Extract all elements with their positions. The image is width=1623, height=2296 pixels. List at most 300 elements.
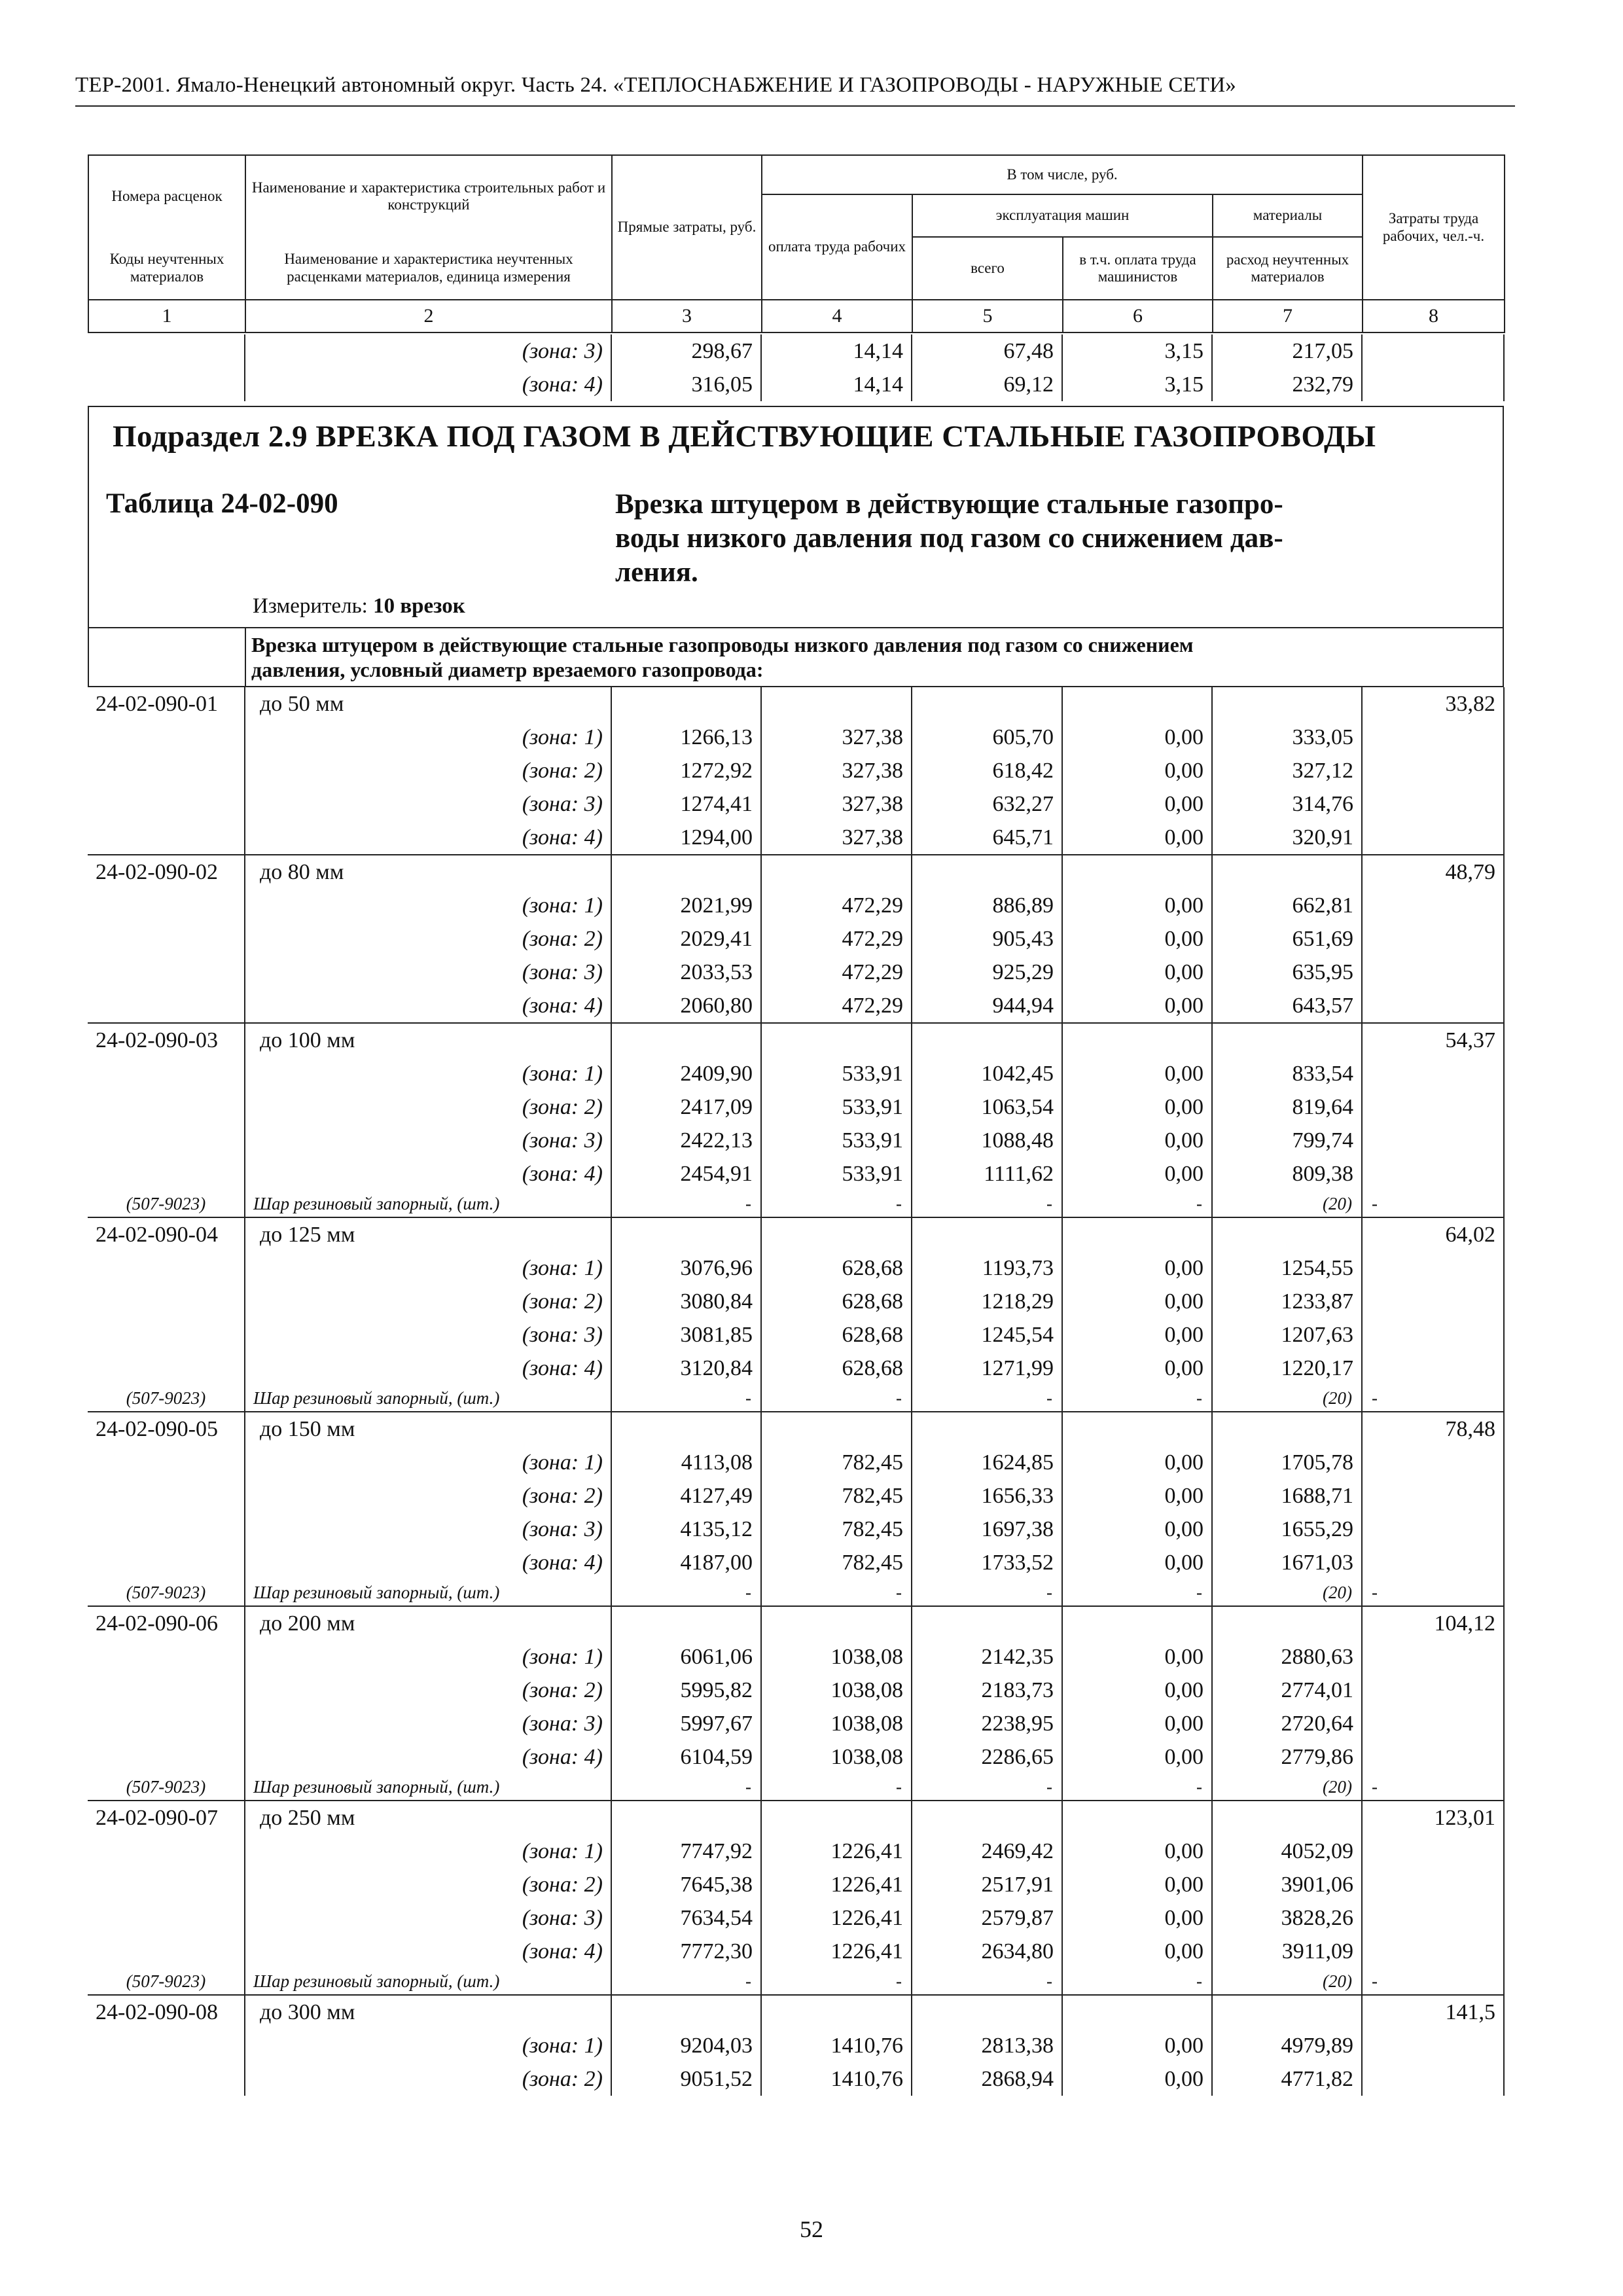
machines-total-value: 2238,95 (912, 1707, 1062, 1740)
machines-total-value: 905,43 (912, 922, 1062, 956)
zone-row (88, 1318, 1504, 1352)
empty-cell (88, 2029, 245, 2062)
rate-code: 24-02-090-03 (88, 1023, 245, 1057)
empty-cell (761, 1606, 912, 1640)
empty-cell (88, 1057, 245, 1090)
machines-total-value: 2469,42 (912, 1835, 1062, 1868)
labor-pay-value: 14,14 (761, 368, 912, 401)
rate-code: 24-02-090-04 (88, 1217, 245, 1251)
materials-value: 2720,64 (1212, 1707, 1362, 1740)
running-header: ТЕР-2001. Ямало-Ненецкий автономный округ. Часть 24. «ТЕПЛОСНАБЖЕНИЕ И ГАЗОПРОВОДЫ - НАРУЖНЫЕ СЕТИ» (75, 73, 1236, 97)
empty-cell (1212, 1995, 1362, 2029)
zone-label: (зона: 1) (245, 1251, 611, 1285)
meter (253, 594, 465, 619)
zone-row (88, 2062, 1504, 2096)
zone-row (88, 1740, 1504, 1774)
zone-row (88, 721, 1504, 754)
materials-value: 1688,71 (1212, 1479, 1362, 1513)
material-code: (507-9023) (88, 1579, 245, 1606)
labor-pay-value: 472,29 (761, 889, 912, 922)
direct-costs-value: 6104,59 (611, 1740, 761, 1774)
column-number-4: 4 (762, 300, 912, 332)
empty-cell (611, 855, 761, 889)
header-direct-costs: Прямые затраты, руб. (612, 155, 762, 300)
machines-total-value: 1271,99 (912, 1352, 1062, 1385)
machinist-pay-value: 0,00 (1062, 922, 1212, 956)
machines-total-value: 67,48 (912, 334, 1062, 368)
zone-row (88, 1446, 1504, 1479)
dash-cell: - (1362, 1968, 1504, 1995)
direct-costs-value: 1272,92 (611, 754, 761, 787)
machines-total-value: 1656,33 (912, 1479, 1062, 1513)
rate-name: до 125 мм (245, 1217, 611, 1251)
empty-cell (761, 855, 912, 889)
dash-cell: - (912, 1774, 1062, 1801)
labor-pay-value: 628,68 (761, 1352, 912, 1385)
zone-row (88, 1513, 1504, 1546)
zone-label: (зона: 4) (245, 368, 611, 401)
empty-cell (88, 754, 245, 787)
zone-row (88, 1640, 1504, 1674)
dash-cell: - (761, 1579, 912, 1606)
rate-row (88, 687, 1504, 721)
machines-total-value: 2142,35 (912, 1640, 1062, 1674)
labor-pay-value: 782,45 (761, 1446, 912, 1479)
header-work-name: Наименование и характеристика строительных работ и конструкций (245, 155, 612, 237)
empty-cell (88, 334, 245, 368)
materials-value: 314,76 (1212, 787, 1362, 821)
machinist-pay-value: 0,00 (1062, 1707, 1212, 1740)
labor-pay-value: 782,45 (761, 1479, 912, 1513)
empty-cell (761, 1412, 912, 1446)
dash-cell: - (1362, 1191, 1504, 1217)
column-number-5: 5 (912, 300, 1063, 332)
table-header (88, 154, 1505, 333)
labor-cost-value: 33,82 (1362, 687, 1504, 721)
rate-code: 24-02-090-05 (88, 1412, 245, 1446)
empty-cell (1362, 754, 1504, 787)
empty-cell (611, 1217, 761, 1251)
machinist-pay-value: 0,00 (1062, 889, 1212, 922)
dash-cell: - (1362, 1774, 1504, 1801)
material-quantity: (20) (1212, 1385, 1362, 1412)
machines-total-value: 2517,91 (912, 1868, 1062, 1901)
rates-table (88, 687, 1505, 2096)
empty-cell (88, 721, 245, 754)
column-number-2: 2 (245, 300, 612, 332)
header-including: В том числе, руб. (762, 155, 1363, 194)
rate-row (88, 1412, 1504, 1446)
zone-label: (зона: 4) (245, 1935, 611, 1968)
direct-costs-value: 2021,99 (611, 889, 761, 922)
material-row (88, 1385, 1504, 1412)
zone-label: (зона: 1) (245, 1446, 611, 1479)
labor-pay-value: 628,68 (761, 1318, 912, 1352)
direct-costs-value: 5995,82 (611, 1674, 761, 1707)
header-material-codes: Коды неучтенных материалов (88, 237, 245, 300)
rate-code: 24-02-090-08 (88, 1995, 245, 2029)
dash-cell: - (611, 1774, 761, 1801)
machines-total-value: 618,42 (912, 754, 1062, 787)
header-rule (75, 105, 1515, 107)
direct-costs-value: 3120,84 (611, 1352, 761, 1385)
machines-total-value: 2868,94 (912, 2062, 1062, 2096)
machinist-pay-value: 0,00 (1062, 1479, 1212, 1513)
empty-cell (1362, 1740, 1504, 1774)
zone-row (88, 889, 1504, 922)
rate-code: 24-02-090-02 (88, 855, 245, 889)
machines-total-value: 1624,85 (912, 1446, 1062, 1479)
machines-total-value: 645,71 (912, 821, 1062, 855)
direct-costs-value: 1274,41 (611, 787, 761, 821)
zone-label: (зона: 2) (245, 754, 611, 787)
empty-cell (88, 2062, 245, 2096)
materials-value: 217,05 (1212, 334, 1362, 368)
zone-label: (зона: 4) (245, 989, 611, 1023)
empty-cell (1362, 1546, 1504, 1579)
dash-cell: - (1062, 1579, 1212, 1606)
machinist-pay-value: 0,00 (1062, 1868, 1212, 1901)
machinist-pay-value: 0,00 (1062, 2029, 1212, 2062)
labor-pay-value: 327,38 (761, 787, 912, 821)
zone-row (88, 1352, 1504, 1385)
labor-pay-value: 327,38 (761, 754, 912, 787)
empty-cell (912, 687, 1062, 721)
machines-total-value: 1245,54 (912, 1318, 1062, 1352)
labor-pay-value: 472,29 (761, 922, 912, 956)
empty-cell (1362, 889, 1504, 922)
empty-cell (1362, 334, 1504, 368)
intro-divider (245, 627, 246, 687)
materials-value: 3901,06 (1212, 1868, 1362, 1901)
empty-cell (1212, 1023, 1362, 1057)
machines-total-value: 1193,73 (912, 1251, 1062, 1285)
labor-pay-value: 628,68 (761, 1285, 912, 1318)
rate-code: 24-02-090-07 (88, 1801, 245, 1835)
labor-pay-value: 472,29 (761, 956, 912, 989)
direct-costs-value: 4187,00 (611, 1546, 761, 1579)
material-name: Шар резиновый запорный, (шт.) (245, 1191, 611, 1217)
table-label: Таблица 24-02-090 (106, 488, 338, 519)
empty-cell (88, 1479, 245, 1513)
labor-pay-value: 533,91 (761, 1057, 912, 1090)
labor-pay-value: 14,14 (761, 334, 912, 368)
header-labor-pay: оплата труда рабочих (762, 194, 912, 300)
empty-cell (88, 1740, 245, 1774)
dash-cell: - (1362, 1579, 1504, 1606)
materials-value: 833,54 (1212, 1057, 1362, 1090)
machines-total-value: 1733,52 (912, 1546, 1062, 1579)
zone-row (88, 956, 1504, 989)
direct-costs-value: 2417,09 (611, 1090, 761, 1124)
rate-name: до 50 мм (245, 687, 611, 721)
direct-costs-value: 2422,13 (611, 1124, 761, 1157)
direct-costs-value: 3076,96 (611, 1251, 761, 1285)
labor-pay-value: 1226,41 (761, 1835, 912, 1868)
machinist-pay-value: 0,00 (1062, 1513, 1212, 1546)
empty-cell (88, 956, 245, 989)
empty-cell (912, 1412, 1062, 1446)
empty-cell (1362, 821, 1504, 855)
direct-costs-value: 7645,38 (611, 1868, 761, 1901)
materials-value: 643,57 (1212, 989, 1362, 1023)
material-quantity: (20) (1212, 1968, 1362, 1995)
zone-row (88, 1157, 1504, 1191)
zone-label: (зона: 3) (245, 1901, 611, 1935)
labor-cost-value: 141,5 (1362, 1995, 1504, 2029)
machinist-pay-value: 0,00 (1062, 1318, 1212, 1352)
zone-label: (зона: 4) (245, 1546, 611, 1579)
labor-pay-value: 1038,08 (761, 1674, 912, 1707)
machinist-pay-value: 0,00 (1062, 1352, 1212, 1385)
labor-cost-value: 123,01 (1362, 1801, 1504, 1835)
rate-code: 24-02-090-01 (88, 687, 245, 721)
zone-label: (зона: 3) (245, 334, 611, 368)
rate-row (88, 1995, 1504, 2029)
machinist-pay-value: 0,00 (1062, 1901, 1212, 1935)
empty-cell (761, 1801, 912, 1835)
empty-cell (1362, 2062, 1504, 2096)
column-number-6: 6 (1063, 300, 1213, 332)
dash-cell: - (761, 1385, 912, 1412)
rate-name: до 80 мм (245, 855, 611, 889)
empty-cell (88, 1901, 245, 1935)
empty-cell (1362, 1835, 1504, 1868)
zone-label: (зона: 4) (245, 1740, 611, 1774)
materials-value: 1655,29 (1212, 1513, 1362, 1546)
direct-costs-value: 9204,03 (611, 2029, 761, 2062)
materials-value: 1233,87 (1212, 1285, 1362, 1318)
empty-cell (611, 1412, 761, 1446)
labor-cost-value: 54,37 (1362, 1023, 1504, 1057)
labor-pay-value: 533,91 (761, 1157, 912, 1191)
column-number-8: 8 (1363, 300, 1505, 332)
machinist-pay-value: 0,00 (1062, 1546, 1212, 1579)
direct-costs-value: 4127,49 (611, 1479, 761, 1513)
intro-text (251, 632, 1397, 682)
material-code: (507-9023) (88, 1385, 245, 1412)
empty-cell (1362, 1318, 1504, 1352)
labor-pay-value: 1226,41 (761, 1901, 912, 1935)
machinist-pay-value: 0,00 (1062, 2062, 1212, 2096)
empty-cell (1062, 1023, 1212, 1057)
machines-total-value: 1218,29 (912, 1285, 1062, 1318)
empty-cell (912, 1023, 1062, 1057)
material-code: (507-9023) (88, 1191, 245, 1217)
empty-cell (1362, 1513, 1504, 1546)
direct-costs-value: 5997,67 (611, 1707, 761, 1740)
direct-costs-value: 7747,92 (611, 1835, 761, 1868)
materials-value: 4771,82 (1212, 2062, 1362, 2096)
empty-cell (88, 1352, 245, 1385)
empty-cell (88, 1090, 245, 1124)
empty-cell (88, 787, 245, 821)
machines-total-value: 1063,54 (912, 1090, 1062, 1124)
table-caption (615, 488, 1440, 590)
machinist-pay-value: 0,00 (1062, 754, 1212, 787)
dash-cell: - (912, 1579, 1062, 1606)
direct-costs-value: 4135,12 (611, 1513, 761, 1546)
zone-label: (зона: 2) (245, 1090, 611, 1124)
zone-row (88, 368, 1504, 401)
direct-costs-value: 2033,53 (611, 956, 761, 989)
empty-cell (1362, 1901, 1504, 1935)
empty-cell (1362, 787, 1504, 821)
material-name: Шар резиновый запорный, (шт.) (245, 1774, 611, 1801)
direct-costs-value: 9051,52 (611, 2062, 761, 2096)
materials-value: 809,38 (1212, 1157, 1362, 1191)
machinist-pay-value: 0,00 (1062, 787, 1212, 821)
zone-label: (зона: 2) (245, 1674, 611, 1707)
materials-value: 799,74 (1212, 1124, 1362, 1157)
zone-label: (зона: 4) (245, 1352, 611, 1385)
material-quantity: (20) (1212, 1191, 1362, 1217)
header-material-consumption: расход неучтенных материалов (1213, 237, 1363, 300)
dash-cell: - (611, 1579, 761, 1606)
empty-cell (88, 1674, 245, 1707)
column-number-1: 1 (88, 300, 245, 332)
machinist-pay-value: 0,00 (1062, 1835, 1212, 1868)
labor-cost-value: 104,12 (1362, 1606, 1504, 1640)
labor-pay-value: 533,91 (761, 1090, 912, 1124)
labor-pay-value: 327,38 (761, 721, 912, 754)
dash-cell: - (912, 1385, 1062, 1412)
zone-row (88, 1546, 1504, 1579)
empty-cell (611, 1023, 761, 1057)
direct-costs-value: 1294,00 (611, 821, 761, 855)
empty-cell (611, 1995, 761, 2029)
empty-cell (1362, 1674, 1504, 1707)
empty-cell (1062, 687, 1212, 721)
labor-pay-value: 1226,41 (761, 1868, 912, 1901)
empty-cell (761, 1023, 912, 1057)
empty-cell (1212, 687, 1362, 721)
empty-cell (1362, 956, 1504, 989)
empty-cell (1362, 989, 1504, 1023)
rate-row (88, 1801, 1504, 1835)
materials-value: 651,69 (1212, 922, 1362, 956)
machinist-pay-value: 0,00 (1062, 1090, 1212, 1124)
zone-label: (зона: 3) (245, 1513, 611, 1546)
direct-costs-value: 3080,84 (611, 1285, 761, 1318)
zone-row (88, 1285, 1504, 1318)
zone-label: (зона: 2) (245, 1868, 611, 1901)
machinist-pay-value: 0,00 (1062, 1157, 1212, 1191)
empty-cell (761, 687, 912, 721)
empty-cell (1362, 1251, 1504, 1285)
machines-total-value: 886,89 (912, 889, 1062, 922)
empty-cell (88, 1835, 245, 1868)
zone-label: (зона: 1) (245, 1057, 611, 1090)
empty-cell (1362, 368, 1504, 401)
machinist-pay-value: 0,00 (1062, 1285, 1212, 1318)
direct-costs-value: 4113,08 (611, 1446, 761, 1479)
zone-row (88, 1251, 1504, 1285)
empty-cell (88, 989, 245, 1023)
machines-total-value: 925,29 (912, 956, 1062, 989)
empty-cell (611, 687, 761, 721)
direct-costs-value: 2454,91 (611, 1157, 761, 1191)
empty-cell (88, 922, 245, 956)
empty-cell (1362, 1090, 1504, 1124)
empty-cell (1362, 1935, 1504, 1968)
machinist-pay-value: 0,00 (1062, 1251, 1212, 1285)
materials-value: 1254,55 (1212, 1251, 1362, 1285)
empty-cell (912, 1801, 1062, 1835)
previous-table-rows (88, 334, 1505, 401)
material-name: Шар резиновый запорный, (шт.) (245, 1385, 611, 1412)
rate-name: до 150 мм (245, 1412, 611, 1446)
header-machines: эксплуатация машин (912, 194, 1213, 237)
labor-cost-value: 48,79 (1362, 855, 1504, 889)
empty-cell (1212, 1606, 1362, 1640)
labor-pay-value: 472,29 (761, 989, 912, 1023)
zone-row (88, 1707, 1504, 1740)
column-number-3: 3 (612, 300, 762, 332)
empty-cell (1362, 1868, 1504, 1901)
labor-pay-value: 1410,76 (761, 2029, 912, 2062)
material-name: Шар резиновый запорный, (шт.) (245, 1968, 611, 1995)
zone-row (88, 1935, 1504, 1968)
direct-costs-value: 298,67 (611, 334, 761, 368)
material-quantity: (20) (1212, 1579, 1362, 1606)
material-quantity: (20) (1212, 1774, 1362, 1801)
labor-pay-value: 1038,08 (761, 1707, 912, 1740)
empty-cell (761, 1995, 912, 2029)
rate-row (88, 1217, 1504, 1251)
zone-row (88, 1901, 1504, 1935)
machines-total-value: 2813,38 (912, 2029, 1062, 2062)
zone-row (88, 1674, 1504, 1707)
empty-cell (88, 1513, 245, 1546)
materials-value: 819,64 (1212, 1090, 1362, 1124)
labor-pay-value: 327,38 (761, 821, 912, 855)
direct-costs-value: 2060,80 (611, 989, 761, 1023)
intro-line: давления, условный диаметр врезаемого газопровода: (251, 658, 764, 681)
dash-cell: - (761, 1774, 912, 1801)
zone-row (88, 1124, 1504, 1157)
direct-costs-value: 6061,06 (611, 1640, 761, 1674)
zone-label: (зона: 3) (245, 1318, 611, 1352)
empty-cell (1362, 721, 1504, 754)
rate-name: до 300 мм (245, 1995, 611, 2029)
material-name: Шар резиновый запорный, (шт.) (245, 1579, 611, 1606)
zone-label: (зона: 3) (245, 1707, 611, 1740)
materials-value: 3911,09 (1212, 1935, 1362, 1968)
machines-total-value: 2579,87 (912, 1901, 1062, 1935)
labor-pay-value: 628,68 (761, 1251, 912, 1285)
direct-costs-value: 7772,30 (611, 1935, 761, 1968)
machinist-pay-value: 0,00 (1062, 1935, 1212, 1968)
empty-cell (88, 889, 245, 922)
zone-row (88, 1868, 1504, 1901)
machinist-pay-value: 0,00 (1062, 1446, 1212, 1479)
empty-cell (1062, 1801, 1212, 1835)
subsection-title: Подраздел 2.9 ВРЕЗКА ПОД ГАЗОМ В ДЕЙСТВУЮЩИЕ СТАЛЬНЫЕ ГАЗОПРОВОДЫ (113, 420, 1376, 454)
zone-row (88, 787, 1504, 821)
material-code: (507-9023) (88, 1774, 245, 1801)
empty-cell (1362, 1285, 1504, 1318)
machines-total-value: 1042,45 (912, 1057, 1062, 1090)
dash-cell: - (611, 1385, 761, 1412)
dash-cell: - (1062, 1191, 1212, 1217)
empty-cell (1212, 1412, 1362, 1446)
labor-cost-value: 78,48 (1362, 1412, 1504, 1446)
empty-cell (1062, 1217, 1212, 1251)
zone-row (88, 1057, 1504, 1090)
direct-costs-value: 3081,85 (611, 1318, 761, 1352)
zone-label: (зона: 3) (245, 1124, 611, 1157)
